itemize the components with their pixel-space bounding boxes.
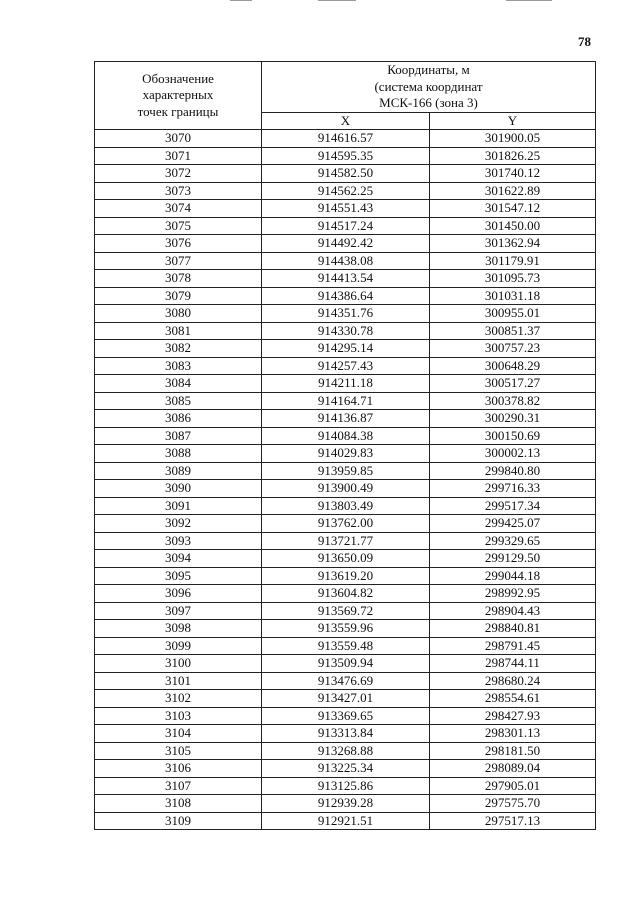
x-coordinate-cell: 913313.84 xyxy=(262,725,430,743)
table-row xyxy=(95,707,596,725)
table-row xyxy=(95,602,596,620)
table-row xyxy=(95,620,596,638)
y-coordinate-cell: 301622.89 xyxy=(430,182,596,200)
point-id-cell: 3073 xyxy=(95,182,262,200)
x-coordinate-cell: 914295.14 xyxy=(262,340,430,358)
table-row xyxy=(95,357,596,375)
y-coordinate-cell: 299716.33 xyxy=(430,480,596,498)
point-id-cell: 3086 xyxy=(95,410,262,428)
x-coordinate-cell: 912939.28 xyxy=(262,795,430,813)
y-coordinate-cell: 298680.24 xyxy=(430,672,596,690)
point-id-cell: 3091 xyxy=(95,497,262,515)
table-row xyxy=(95,322,596,340)
y-coordinate-cell: 300648.29 xyxy=(430,357,596,375)
y-coordinate-cell: 300757.23 xyxy=(430,340,596,358)
point-id-cell: 3077 xyxy=(95,252,262,270)
table-row xyxy=(95,305,596,323)
header-point-designation: Обозначение характерных точек границы xyxy=(95,62,262,130)
point-id-cell: 3109 xyxy=(95,812,262,830)
point-id-cell: 3104 xyxy=(95,725,262,743)
table-row xyxy=(95,287,596,305)
page-number: 78 xyxy=(578,34,591,49)
point-id-cell: 3100 xyxy=(95,655,262,673)
point-id-cell: 3097 xyxy=(95,602,262,620)
table-row xyxy=(95,165,596,183)
point-id-cell: 3105 xyxy=(95,742,262,760)
point-id-cell: 3083 xyxy=(95,357,262,375)
y-coordinate-cell: 298089.04 xyxy=(430,760,596,778)
table-row xyxy=(95,445,596,463)
point-id-cell: 3080 xyxy=(95,305,262,323)
table-row xyxy=(95,200,596,218)
x-coordinate-cell: 914562.25 xyxy=(262,182,430,200)
y-coordinate-cell: 298791.45 xyxy=(430,637,596,655)
table-row xyxy=(95,235,596,253)
table-row xyxy=(95,515,596,533)
x-coordinate-cell: 913762.00 xyxy=(262,515,430,533)
point-id-cell: 3108 xyxy=(95,795,262,813)
y-coordinate-cell: 299517.34 xyxy=(430,497,596,515)
x-coordinate-cell: 913225.34 xyxy=(262,760,430,778)
table-row xyxy=(95,497,596,515)
y-coordinate-cell: 297575.70 xyxy=(430,795,596,813)
x-coordinate-cell: 914386.64 xyxy=(262,287,430,305)
point-id-cell: 3098 xyxy=(95,620,262,638)
y-coordinate-cell: 300378.82 xyxy=(430,392,596,410)
table-row xyxy=(95,147,596,165)
coordinates-table xyxy=(94,61,596,830)
header-coordinates: Координаты, м (система координат МСК-166 (зона 3) xyxy=(262,62,596,113)
point-id-cell: 3101 xyxy=(95,672,262,690)
point-id-cell: 3070 xyxy=(95,130,262,148)
y-coordinate-cell: 300955.01 xyxy=(430,305,596,323)
y-coordinate-cell: 300517.27 xyxy=(430,375,596,393)
x-coordinate-cell: 913900.49 xyxy=(262,480,430,498)
table-row xyxy=(95,410,596,428)
y-coordinate-cell: 301450.00 xyxy=(430,217,596,235)
y-coordinate-cell: 299425.07 xyxy=(430,515,596,533)
scan-artifact-line xyxy=(230,0,252,1)
scan-artifact-line xyxy=(318,0,356,1)
y-coordinate-cell: 298904.43 xyxy=(430,602,596,620)
y-coordinate-cell: 298992.95 xyxy=(430,585,596,603)
x-coordinate-cell: 912921.51 xyxy=(262,812,430,830)
x-coordinate-cell: 913559.96 xyxy=(262,620,430,638)
x-coordinate-cell: 913268.88 xyxy=(262,742,430,760)
y-coordinate-cell: 298554.61 xyxy=(430,690,596,708)
point-id-cell: 3082 xyxy=(95,340,262,358)
point-id-cell: 3090 xyxy=(95,480,262,498)
x-coordinate-cell: 913559.48 xyxy=(262,637,430,655)
x-coordinate-cell: 914084.38 xyxy=(262,427,430,445)
point-id-cell: 3094 xyxy=(95,550,262,568)
x-coordinate-cell: 913803.49 xyxy=(262,497,430,515)
point-id-cell: 3084 xyxy=(95,375,262,393)
table-row xyxy=(95,480,596,498)
x-coordinate-cell: 914595.35 xyxy=(262,147,430,165)
point-id-cell: 3106 xyxy=(95,760,262,778)
x-coordinate-cell: 913125.86 xyxy=(262,777,430,795)
scan-artifact-line xyxy=(506,0,552,1)
table-header xyxy=(95,62,596,130)
point-id-cell: 3071 xyxy=(95,147,262,165)
y-coordinate-cell: 300851.37 xyxy=(430,322,596,340)
table-row xyxy=(95,217,596,235)
x-coordinate-cell: 914136.87 xyxy=(262,410,430,428)
table-row xyxy=(95,182,596,200)
point-id-cell: 3088 xyxy=(95,445,262,463)
point-id-cell: 3096 xyxy=(95,585,262,603)
table-row xyxy=(95,567,596,585)
point-id-cell: 3092 xyxy=(95,515,262,533)
point-id-cell: 3076 xyxy=(95,235,262,253)
point-id-cell: 3093 xyxy=(95,532,262,550)
table-row xyxy=(95,690,596,708)
table-row xyxy=(95,655,596,673)
point-id-cell: 3085 xyxy=(95,392,262,410)
y-coordinate-cell: 300150.69 xyxy=(430,427,596,445)
y-coordinate-cell: 299044.18 xyxy=(430,567,596,585)
x-coordinate-cell: 914029.83 xyxy=(262,445,430,463)
point-id-cell: 3079 xyxy=(95,287,262,305)
point-id-cell: 3078 xyxy=(95,270,262,288)
table-row xyxy=(95,130,596,148)
x-coordinate-cell: 914351.76 xyxy=(262,305,430,323)
point-id-cell: 3072 xyxy=(95,165,262,183)
y-coordinate-cell: 300290.31 xyxy=(430,410,596,428)
point-id-cell: 3095 xyxy=(95,567,262,585)
point-id-cell: 3087 xyxy=(95,427,262,445)
x-coordinate-cell: 913476.69 xyxy=(262,672,430,690)
table-row xyxy=(95,462,596,480)
x-coordinate-cell: 913604.82 xyxy=(262,585,430,603)
table-body xyxy=(95,130,596,830)
table-row xyxy=(95,795,596,813)
y-coordinate-cell: 301900.05 xyxy=(430,130,596,148)
point-id-cell: 3102 xyxy=(95,690,262,708)
y-coordinate-cell: 301740.12 xyxy=(430,165,596,183)
table-row xyxy=(95,270,596,288)
table-row xyxy=(95,427,596,445)
point-id-cell: 3081 xyxy=(95,322,262,340)
table-row xyxy=(95,777,596,795)
point-id-cell: 3075 xyxy=(95,217,262,235)
x-coordinate-cell: 913959.85 xyxy=(262,462,430,480)
y-coordinate-cell: 298744.11 xyxy=(430,655,596,673)
table-row xyxy=(95,550,596,568)
y-coordinate-cell: 298301.13 xyxy=(430,725,596,743)
point-id-cell: 3099 xyxy=(95,637,262,655)
x-coordinate-cell: 914413.54 xyxy=(262,270,430,288)
y-coordinate-cell: 298427.93 xyxy=(430,707,596,725)
x-coordinate-cell: 914492.42 xyxy=(262,235,430,253)
x-coordinate-cell: 913427.01 xyxy=(262,690,430,708)
point-id-cell: 3089 xyxy=(95,462,262,480)
y-coordinate-cell: 297517.13 xyxy=(430,812,596,830)
y-coordinate-cell: 301095.73 xyxy=(430,270,596,288)
x-coordinate-cell: 914438.08 xyxy=(262,252,430,270)
table-row xyxy=(95,340,596,358)
x-coordinate-cell: 914582.50 xyxy=(262,165,430,183)
y-coordinate-cell: 298181.50 xyxy=(430,742,596,760)
x-coordinate-cell: 914211.18 xyxy=(262,375,430,393)
x-coordinate-cell: 913619.20 xyxy=(262,567,430,585)
point-id-cell: 3074 xyxy=(95,200,262,218)
y-coordinate-cell: 298840.81 xyxy=(430,620,596,638)
y-coordinate-cell: 301826.25 xyxy=(430,147,596,165)
header-y: Y xyxy=(430,112,596,130)
y-coordinate-cell: 301179.91 xyxy=(430,252,596,270)
table-row xyxy=(95,637,596,655)
y-coordinate-cell: 301362.94 xyxy=(430,235,596,253)
x-coordinate-cell: 913509.94 xyxy=(262,655,430,673)
x-coordinate-cell: 914616.57 xyxy=(262,130,430,148)
table-row xyxy=(95,252,596,270)
y-coordinate-cell: 299329.65 xyxy=(430,532,596,550)
y-coordinate-cell: 297905.01 xyxy=(430,777,596,795)
y-coordinate-cell: 301547.12 xyxy=(430,200,596,218)
point-id-cell: 3107 xyxy=(95,777,262,795)
x-coordinate-cell: 914517.24 xyxy=(262,217,430,235)
x-coordinate-cell: 913650.09 xyxy=(262,550,430,568)
x-coordinate-cell: 914551.43 xyxy=(262,200,430,218)
x-coordinate-cell: 913369.65 xyxy=(262,707,430,725)
y-coordinate-cell: 300002.13 xyxy=(430,445,596,463)
y-coordinate-cell: 299129.50 xyxy=(430,550,596,568)
table-row xyxy=(95,375,596,393)
table-row xyxy=(95,742,596,760)
table-row xyxy=(95,672,596,690)
x-coordinate-cell: 914257.43 xyxy=(262,357,430,375)
table-row xyxy=(95,812,596,830)
table-row xyxy=(95,725,596,743)
x-coordinate-cell: 913569.72 xyxy=(262,602,430,620)
table-row xyxy=(95,532,596,550)
header-x: X xyxy=(262,112,430,130)
table-row xyxy=(95,585,596,603)
point-id-cell: 3103 xyxy=(95,707,262,725)
x-coordinate-cell: 914164.71 xyxy=(262,392,430,410)
x-coordinate-cell: 913721.77 xyxy=(262,532,430,550)
x-coordinate-cell: 914330.78 xyxy=(262,322,430,340)
table-row xyxy=(95,760,596,778)
y-coordinate-cell: 301031.18 xyxy=(430,287,596,305)
table-row xyxy=(95,392,596,410)
y-coordinate-cell: 299840.80 xyxy=(430,462,596,480)
